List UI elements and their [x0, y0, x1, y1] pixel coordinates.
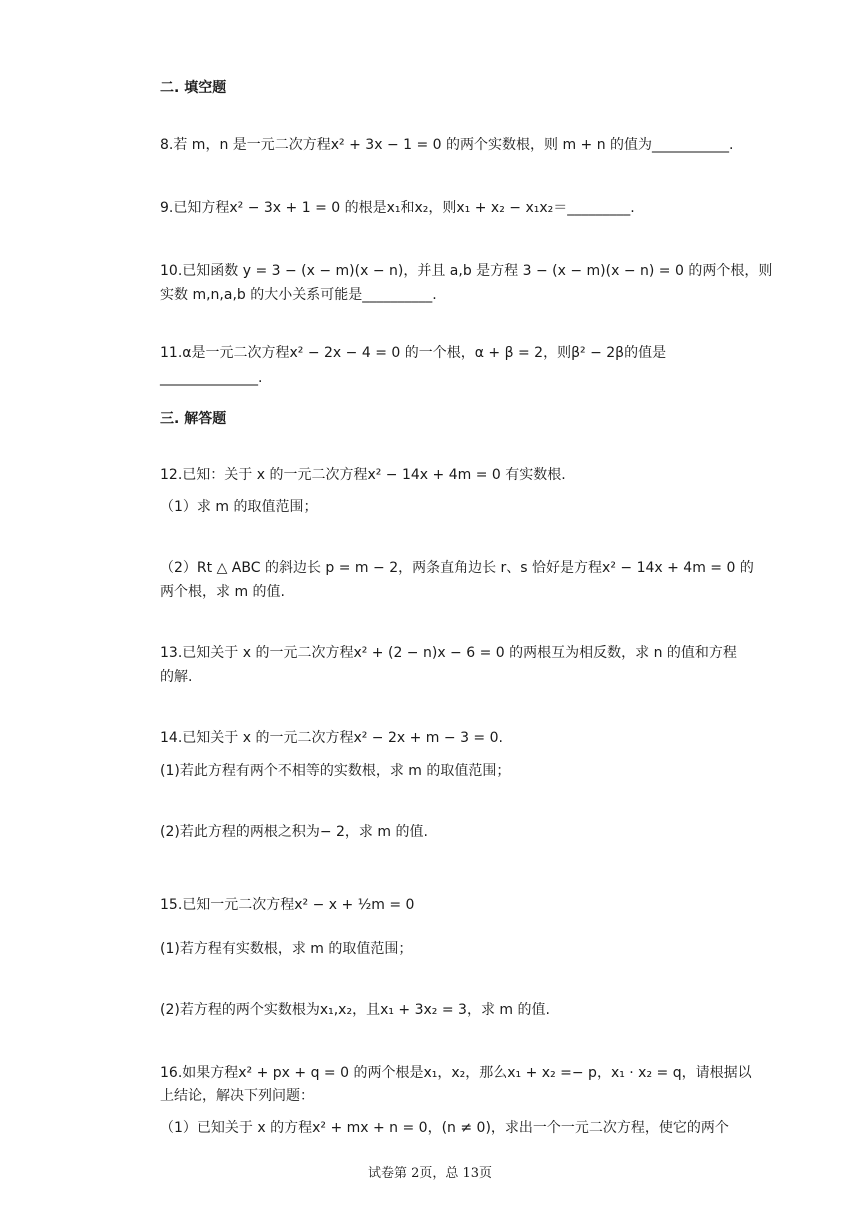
- question-16-line-1: 16.如果方程x² + px + q = 0 的两个根是x₁，x₂，那么x₁ + x₂ =− p，x₁ · x₂ = q，请根据以: [160, 1065, 752, 1081]
- question-15-intro: 15.已知一元二次方程x² − x + ½m = 0: [160, 897, 415, 913]
- question-13-line-2: 的解.: [160, 669, 193, 685]
- question-13-line-1: 13.已知关于 x 的一元二次方程x² + (2 − n)x − 6 = 0 的两根互为相反数，求 n 的值和方程: [160, 645, 737, 661]
- question-16-part-1: （1）已知关于 x 的方程x² + mx + n = 0，(n ≠ 0)，求出一个一元二次方程，使它的两个: [160, 1120, 729, 1136]
- question-10-line-2: 实数 m,n,a,b 的大小关系可能是__________.: [160, 287, 437, 303]
- question-14-intro: 14.已知关于 x 的一元二次方程x² − 2x + m − 3 = 0.: [160, 730, 503, 746]
- question-11-line-1: 11.α是一元二次方程x² − 2x − 4 = 0 的一个根，α + β = 2，则β² − 2β的值是: [160, 345, 667, 361]
- question-10-line-1: 10.已知函数 y = 3 − (x − m)(x − n)，并且 a,b 是方程 3 − (x − m)(x − n) = 0 的两个根，则: [160, 263, 773, 279]
- question-14-part-1: (1)若此方程有两个不相等的实数根，求 m 的取值范围；: [160, 763, 511, 779]
- question-16-line-2: 上结论，解决下列问题：: [160, 1088, 314, 1104]
- question-8: 8.若 m，n 是一元二次方程x² + 3x − 1 = 0 的两个实数根，则 m + n 的值为___________.: [160, 137, 734, 153]
- question-14-part-2: (2)若此方程的两根之积为− 2，求 m 的值.: [160, 824, 428, 840]
- question-12-part-2-line-1: （2）Rt △ ABC 的斜边长 p = m − 2，两条直角边长 r、s 恰好是方程x² − 14x + 4m = 0 的: [160, 560, 754, 576]
- question-9: 9.已知方程x² − 3x + 1 = 0 的根是x₁和x₂，则x₁ + x₂ − x₁x₂＝_________.: [160, 200, 635, 216]
- section-heading-answer: 三. 解答题: [160, 411, 227, 427]
- question-12-intro: 12.已知：关于 x 的一元二次方程x² − 14x + 4m = 0 有实数根.: [160, 467, 566, 483]
- section-heading-fill-blank: 二. 填空题: [160, 80, 227, 96]
- question-12-part-2-line-2: 两个根，求 m 的值.: [160, 584, 285, 600]
- question-11-line-2: ______________.: [160, 370, 263, 386]
- page-footer: 试卷第 2页，总 13页: [367, 1166, 493, 1181]
- question-15-part-2: (2)若方程的两个实数根为x₁,x₂，且x₁ + 3x₂ = 3，求 m 的值.: [160, 1002, 550, 1018]
- question-15-part-1: (1)若方程有实数根，求 m 的取值范围；: [160, 941, 413, 957]
- question-12-part-1: （1）求 m 的取值范围；: [160, 499, 318, 515]
